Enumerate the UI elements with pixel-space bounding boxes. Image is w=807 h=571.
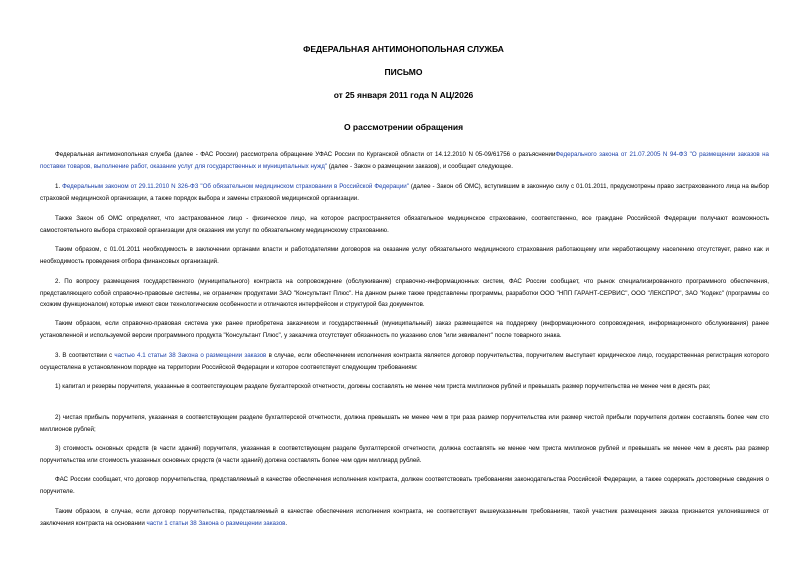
paragraph-7 [40,350,769,373]
org-heading: ФЕДЕРАЛЬНАЯ АНТИМОНОПОЛЬНАЯ СЛУЖБА [303,44,504,54]
paragraph-1 [40,149,769,172]
paragraph-text: (далее - Закон о размещении заказов), и сообщает следующее. [327,162,513,170]
paragraph-text: . [285,519,288,527]
paragraph-text: 1. [55,183,63,190]
paragraph-11 [40,474,769,497]
paragraph-3 [40,213,769,236]
paragraph-2 [40,181,769,204]
paragraph-text: Таким образом, с 01.01.2011 необходимость в заключении органами власти и работодателями договоров на оказание услуг обязательного медицинского страхования работающему или неработающему населению отсутствует, равно как и необходимость проведения отбора финансовых организаций. [40,246,769,265]
paragraph-5 [40,276,769,311]
paragraph-8 [40,381,769,393]
paragraph-6 [40,318,769,341]
subject-heading: О рассмотрении обращения [343,122,464,132]
paragraph-text: Таким образом, если справочно-правовая система уже ранее приобретена заказчиком и государственный (муниципальный) заказ размещается на поддержку (информационного сопровождения, информационного обслуживания) ранее установленной и используемой версии программного продукта "Консультант Плюс", у заказчика отсутствует обязанность по указанию слов "или эквивалент" после товарного знака. [40,320,769,339]
law-link-part-1-art-38[interactable]: части 1 статьи 38 Закона о размещении заказов [146,519,286,527]
paragraph-text: 2) чистая прибыль поручителя, указанная в соответствующем разделе бухгалтерской отчетности, должна превышать не менее чем в три раза размер поручительства или размер чистой прибыли поручителя должен составлять более чем сто миллионов рублей; [40,414,769,433]
date-number-heading: от 25 января 2011 года N АЦ/2026 [333,90,474,100]
paragraph-text: Также Закон об ОМС определяет, что застрахованное лицо - физическое лицо, на которое распространяется обязательное медицинское страхование, соответственно, все граждане Российской Федерации получают возможность самостоятельного выбора страховой организации для оказания им услуг по обязательному медицинскому страхованию. [40,215,769,234]
paragraph-text: (далее - Закон об ОМС), вступившим в законную силу с 01.01.2011, предусмотрены право застрахованного лица на выбор страховой медицинской организации, а также порядок выбора и замены страховой медицинской организации. [40,183,769,202]
paragraph-9 [40,412,769,435]
paragraph-text: 3. В соответствии с [55,352,115,359]
doc-type-heading: ПИСЬМО [384,67,423,77]
paragraph-text: Таким образом, в случае, если договор поручительства, представляемый в качестве обеспечения исполнения контракта, не соответствует вышеуказанным требованиям, такой участник размещения заказа признается уклонившимся от заключения контракта на основании [40,508,769,527]
law-link-part-4-1-art-38[interactable]: частью 4.1 статьи 38 Закона о размещении заказов [114,352,267,359]
paragraph-text: ФАС России сообщает, что договор поручительства, представляемый в качестве обеспечения исполнения контракта, должен соответствовать требованиям законодательства Российской Федерации, а также содержать достоверные сведения о поручителе. [40,476,769,495]
paragraph-text: в случае, если обеспечением исполнения контракта является договор поручительства, поручителем выступает юридическое лицо, государственная регистрация которого осуществлена в установленном порядке на территории Российской Федерации и которое соответствует следующим требованиям: [40,352,769,371]
paragraph-text: 3) стоимость основных средств (в части зданий) поручителя, указанная в соответствующем разделе бухгалтерской отчетности, должна составлять не менее чем триста миллионов рублей и превышать не менее чем в десять раз размер поручительства или стоимость указанных основных средств (в части зданий) должна составлять более чем один миллиард рублей. [40,445,769,464]
paragraph-10 [40,443,769,466]
paragraph-text: Федеральная антимонопольная служба (далее - ФАС России) рассмотрела обращение УФАС России по Курганской области от 14.12.2010 N 05-09/61756 о разъяснении [55,151,556,158]
paragraph-text: 2. По вопросу размещения государственного (муниципального) контракта на сопровождение (обслуживание) справочно-информационных систем, ФАС России сообщает, что рынок специализированного программного обеспечения, представляющего собой справочно-правовые системы, не ограничен продуктами ЗАО "Консультант Плюс". На данном рынке также представлены программы, разработки ООО "НПП ГАРАНТ-СЕРВИС", ООО "ЛЕКСПРО", ЗАО "Кодекс" (программы со схожим функционалом) которые имеют свои технологические особенности и отличаются интерфейсом и структурой баз документов. [40,278,769,308]
paragraph-4 [40,244,769,267]
paragraph-12 [40,506,769,529]
paragraph-text: 1) капитал и резервы поручителя, указанные в соответствующем разделе бухгалтерской отчетности, должны составлять не менее чем триста миллионов рублей и превышать размер поручительства не менее чем в десять раз; [55,383,711,390]
law-link-94fz[interactable]: Федерального закона от 21.07.2005 N 94-ФЗ "О размещении заказов на поставки товаров, выполнение работ, оказание услуг для государственных и муниципальных нужд" [40,151,769,170]
law-link-326fz[interactable]: Федеральным законом от 29.11.2010 N 326-ФЗ "Об обязательном медицинском страховании в Российской Федерации" [62,183,409,190]
